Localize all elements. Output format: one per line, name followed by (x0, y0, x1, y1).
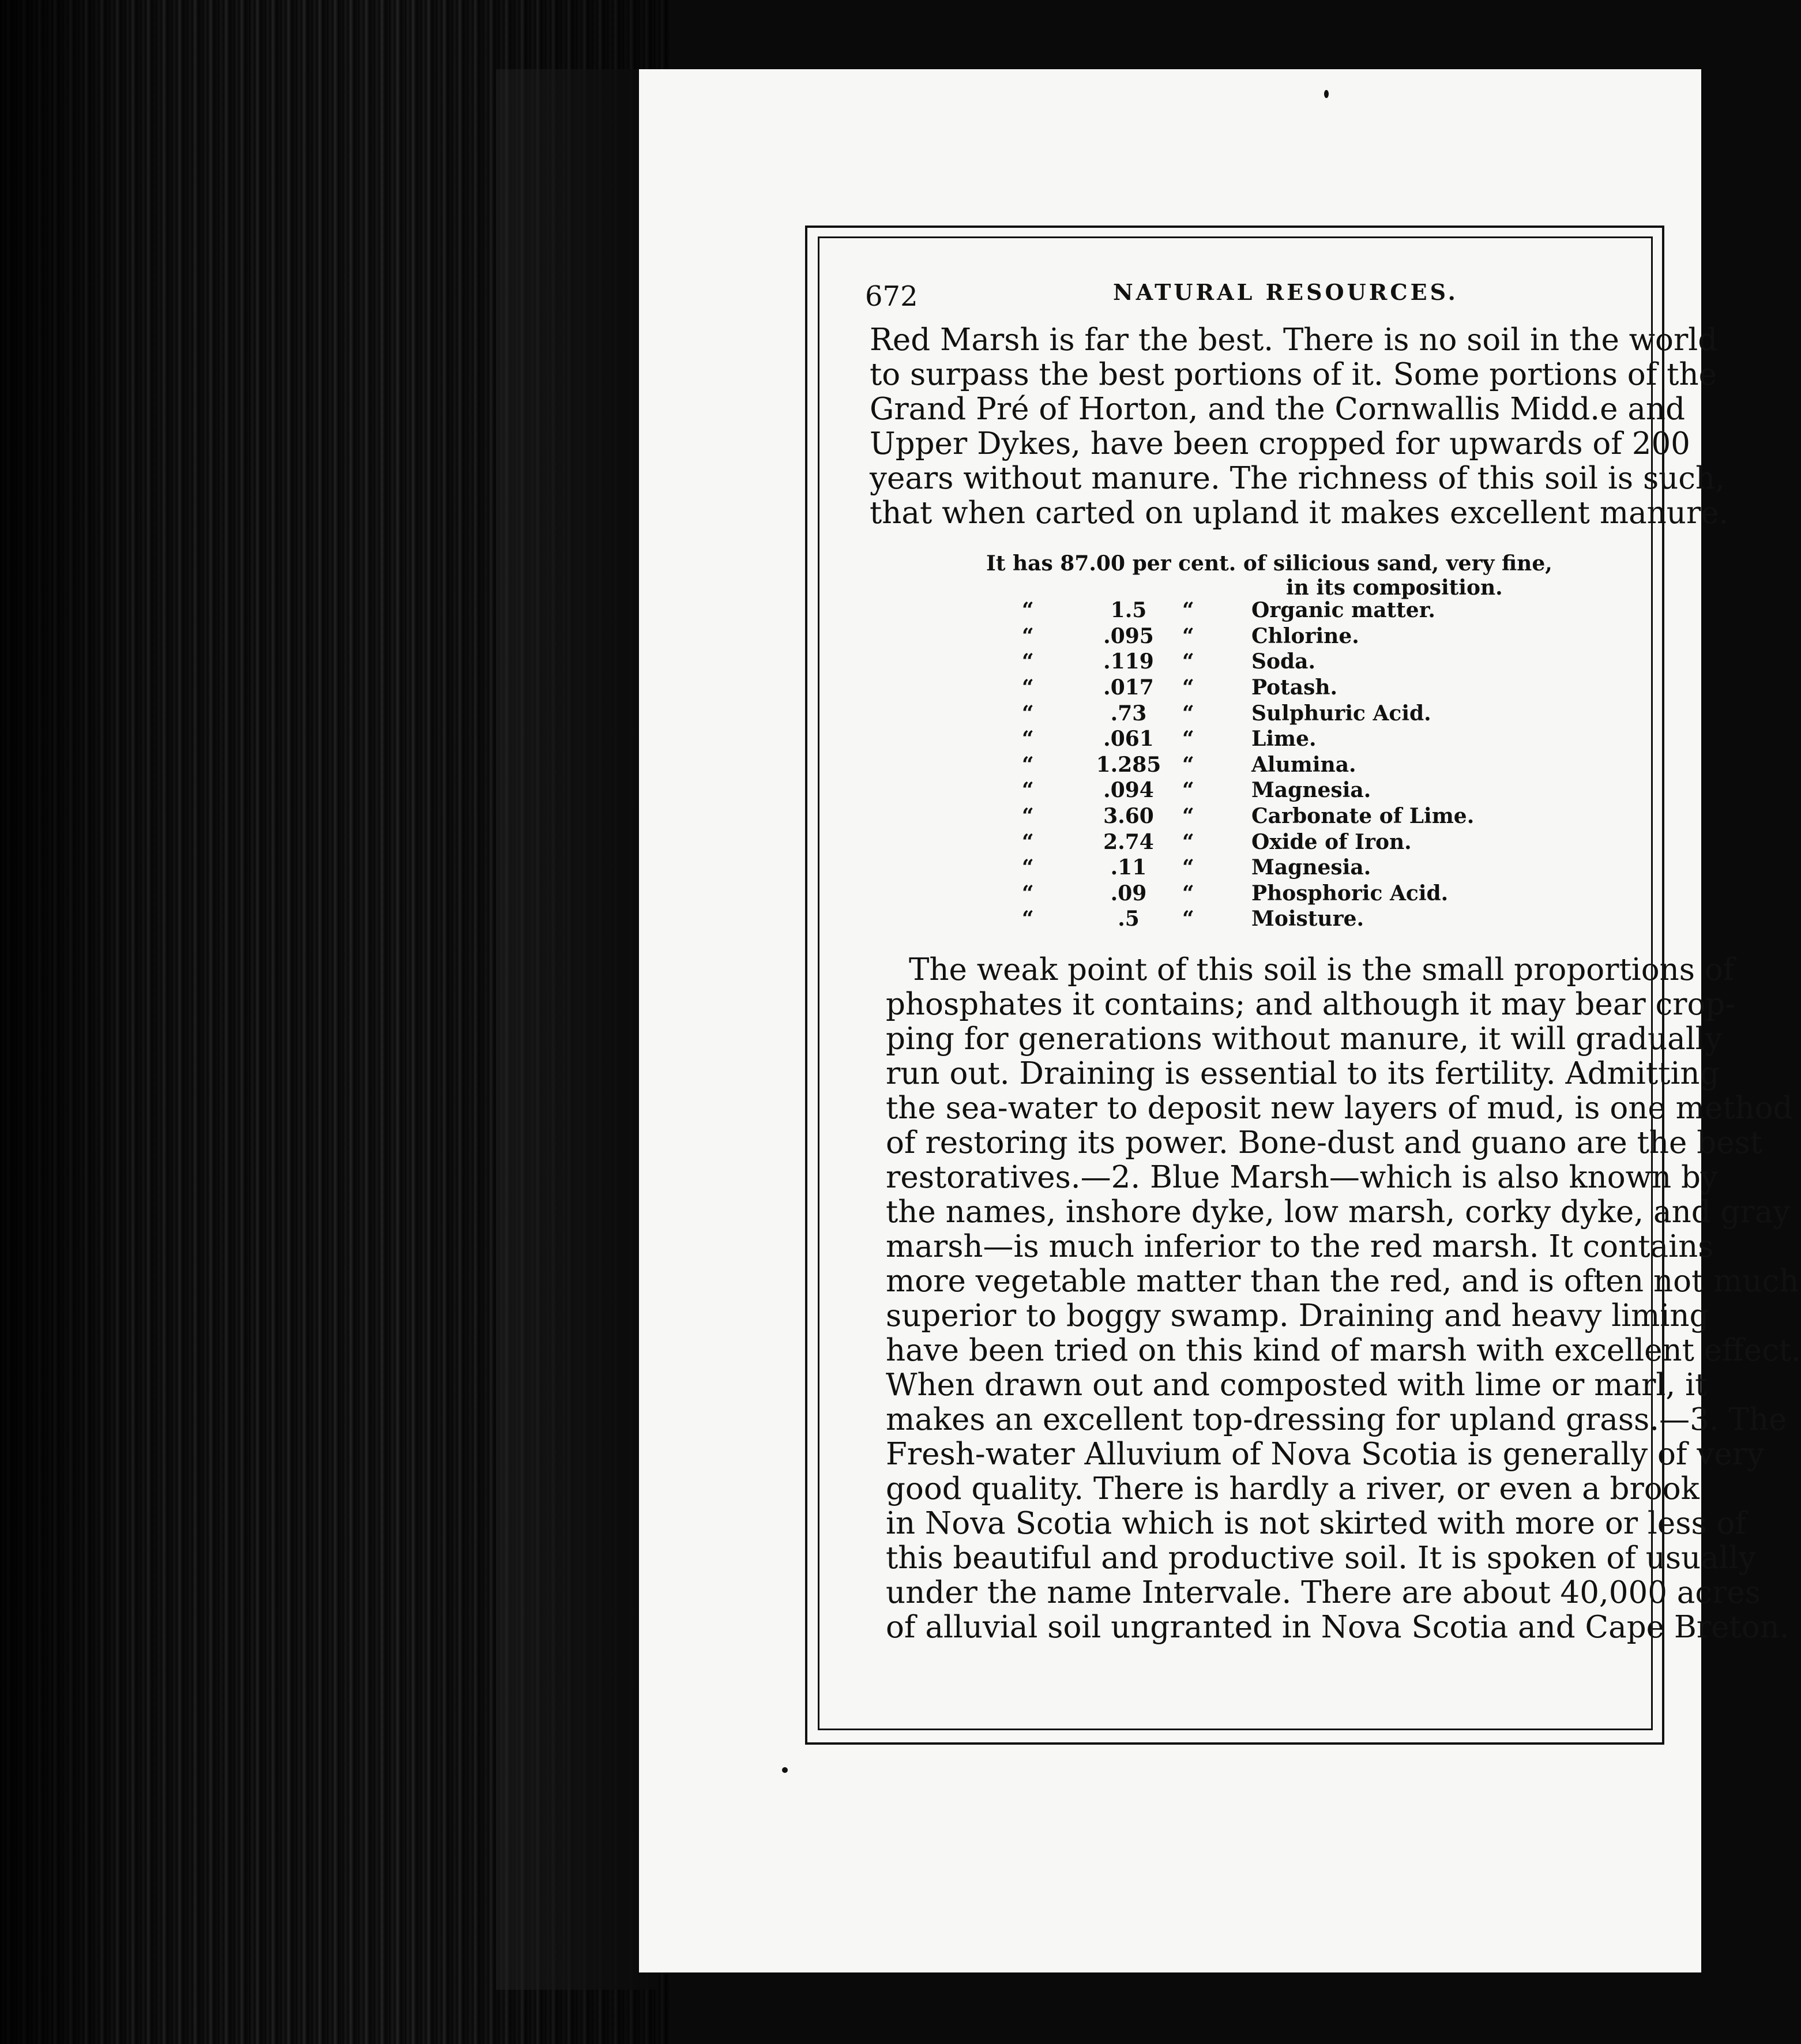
table-row (1022, 906, 1474, 932)
table-value: .5 (1118, 907, 1140, 931)
table-substance: Soda. (1251, 649, 1316, 674)
text-line: that when carted on upland it makes excellent manure. (870, 495, 1729, 531)
table-substance: Alumina. (1251, 752, 1356, 777)
table-value: .73 (1110, 701, 1147, 726)
running-head: NATURAL RESOURCES. (1113, 279, 1458, 305)
ditto-mark: “ (1022, 855, 1034, 880)
table-substance: Carbonate of Lime. (1251, 804, 1475, 829)
text-line: the names, inshore dyke, low marsh, corky dyke, and gray (886, 1194, 1791, 1230)
text-line: Fresh-water Alluvium of Nova Scotia is generally of very (886, 1437, 1764, 1472)
text-line: superior to boggy swamp. Draining and heavy liming (886, 1298, 1709, 1333)
text-line: Grand Pré of Horton, and the Cornwallis Midd.e and (870, 392, 1685, 427)
text-line: have been tried on this kind of marsh with excellent effect. (886, 1333, 1801, 1368)
table-value: .11 (1110, 855, 1147, 880)
table-row (1022, 700, 1474, 726)
ditto-mark: “ (1182, 623, 1194, 648)
soil-analysis-table (1022, 598, 1474, 932)
speck-mark (1324, 90, 1329, 98)
ditto-mark: “ (1022, 829, 1034, 854)
table-substance: Lime. (1251, 727, 1317, 752)
table-row (1022, 649, 1474, 675)
table-value: .061 (1103, 727, 1154, 752)
ditto-mark: “ (1022, 727, 1034, 752)
ditto-mark: “ (1182, 649, 1194, 674)
ditto-mark: “ (1022, 649, 1034, 674)
text-line: run out. Draining is essential to its fertility. Admitting (886, 1056, 1720, 1091)
ditto-mark: “ (1182, 778, 1194, 803)
ditto-mark: “ (1022, 778, 1034, 803)
text-line: marsh—is much inferior to the red marsh. It contains (886, 1229, 1714, 1264)
ditto-mark: “ (1182, 752, 1194, 777)
table-substance: Phosphoric Acid. (1251, 881, 1449, 905)
table-row (1022, 777, 1474, 803)
text-line: this beautiful and productive soil. It is spoken of usually (886, 1540, 1756, 1576)
table-row (1022, 675, 1474, 701)
text-line: the sea-water to deposit new layers of mud, is one method (886, 1091, 1793, 1126)
ditto-mark: “ (1182, 701, 1194, 726)
text-line: years without manure. The richness of this soil is such, (870, 461, 1725, 496)
ditto-mark: “ (1022, 804, 1034, 829)
text-line: of restoring its power. Bone-dust and guano are the best (886, 1125, 1763, 1160)
table-substance: Magnesia. (1251, 855, 1371, 880)
table-substance: Chlorine. (1251, 623, 1359, 648)
ditto-mark: “ (1182, 907, 1194, 931)
table-row (1022, 752, 1474, 778)
page-number: 672 (865, 280, 918, 313)
ditto-mark: “ (1022, 907, 1034, 931)
table-row (1022, 726, 1474, 752)
ditto-mark: “ (1182, 829, 1194, 854)
table-value: .09 (1110, 881, 1147, 905)
table-substance: Organic matter. (1251, 598, 1435, 623)
text-line: restoratives.—2. Blue Marsh—which is also known by (886, 1160, 1718, 1195)
table-substance: Magnesia. (1251, 778, 1371, 803)
ditto-mark: “ (1022, 752, 1034, 777)
ditto-mark: “ (1182, 598, 1194, 623)
ditto-mark: “ (1022, 598, 1034, 623)
table-value: .095 (1103, 623, 1154, 648)
table-value: 2.74 (1103, 829, 1154, 854)
table-row (1022, 881, 1474, 907)
ditto-mark: “ (1182, 675, 1194, 700)
table-value: 3.60 (1103, 804, 1154, 829)
table-value: 1.5 (1110, 598, 1147, 623)
ditto-mark: “ (1022, 701, 1034, 726)
text-line: ping for generations without manure, it will gradually (886, 1021, 1723, 1057)
ditto-mark: “ (1022, 623, 1034, 648)
table-row (1022, 829, 1474, 855)
table-row (1022, 623, 1474, 649)
text-line: Red Marsh is far the best. There is no soil in the world (870, 322, 1718, 358)
text-line: under the name Intervale. There are about 40,000 acres (886, 1575, 1761, 1610)
text-line: in Nova Scotia which is not skirted with more or less of (886, 1506, 1747, 1541)
text-line: more vegetable matter than the red, and is often not much (886, 1264, 1799, 1299)
table-substance: Potash. (1251, 675, 1338, 700)
table-row (1022, 803, 1474, 829)
table-value: .119 (1103, 649, 1154, 674)
text-line: phosphates it contains; and although it may bear crop- (886, 987, 1736, 1022)
text-line: When drawn out and composted with lime or marl, it (886, 1367, 1708, 1403)
table-substance: Sulphuric Acid. (1251, 701, 1431, 726)
table-row (1022, 855, 1474, 881)
analysis-intro-line: in its composition. (1286, 576, 1503, 600)
table-value: .017 (1103, 675, 1154, 700)
ditto-mark: “ (1022, 881, 1034, 905)
text-line: good quality. There is hardly a river, or even a brook (886, 1471, 1700, 1506)
table-row (1022, 598, 1474, 623)
ditto-mark: “ (1182, 727, 1194, 752)
text-line: The weak point of this soil is the small proportions of (909, 952, 1735, 987)
table-substance: Oxide of Iron. (1251, 829, 1412, 854)
text-line: of alluvial soil ungranted in Nova Scotia and Cape Breton. (886, 1610, 1789, 1645)
spine-shadow (496, 69, 657, 1990)
ditto-mark: “ (1182, 804, 1194, 829)
text-line: makes an excellent top-dressing for upland grass.—3. The (886, 1402, 1787, 1437)
table-substance: Moisture. (1251, 907, 1364, 931)
text-line: Upper Dykes, have been cropped for upwards of 200 (870, 426, 1690, 461)
ditto-mark: “ (1182, 881, 1194, 905)
body-paragraph (886, 952, 1801, 1645)
lead-paragraph (870, 322, 1729, 531)
table-value: 1.285 (1096, 752, 1161, 777)
ditto-mark: “ (1182, 855, 1194, 880)
table-value: .094 (1103, 778, 1154, 803)
ditto-mark: “ (1022, 675, 1034, 700)
analysis-intro (986, 551, 1552, 600)
text-line: to surpass the best portions of it. Some portions of the (870, 357, 1717, 392)
speck-mark (782, 1767, 788, 1773)
analysis-intro-line: It has 87.00 per cent. of silicious sand, very fine, (986, 551, 1552, 576)
